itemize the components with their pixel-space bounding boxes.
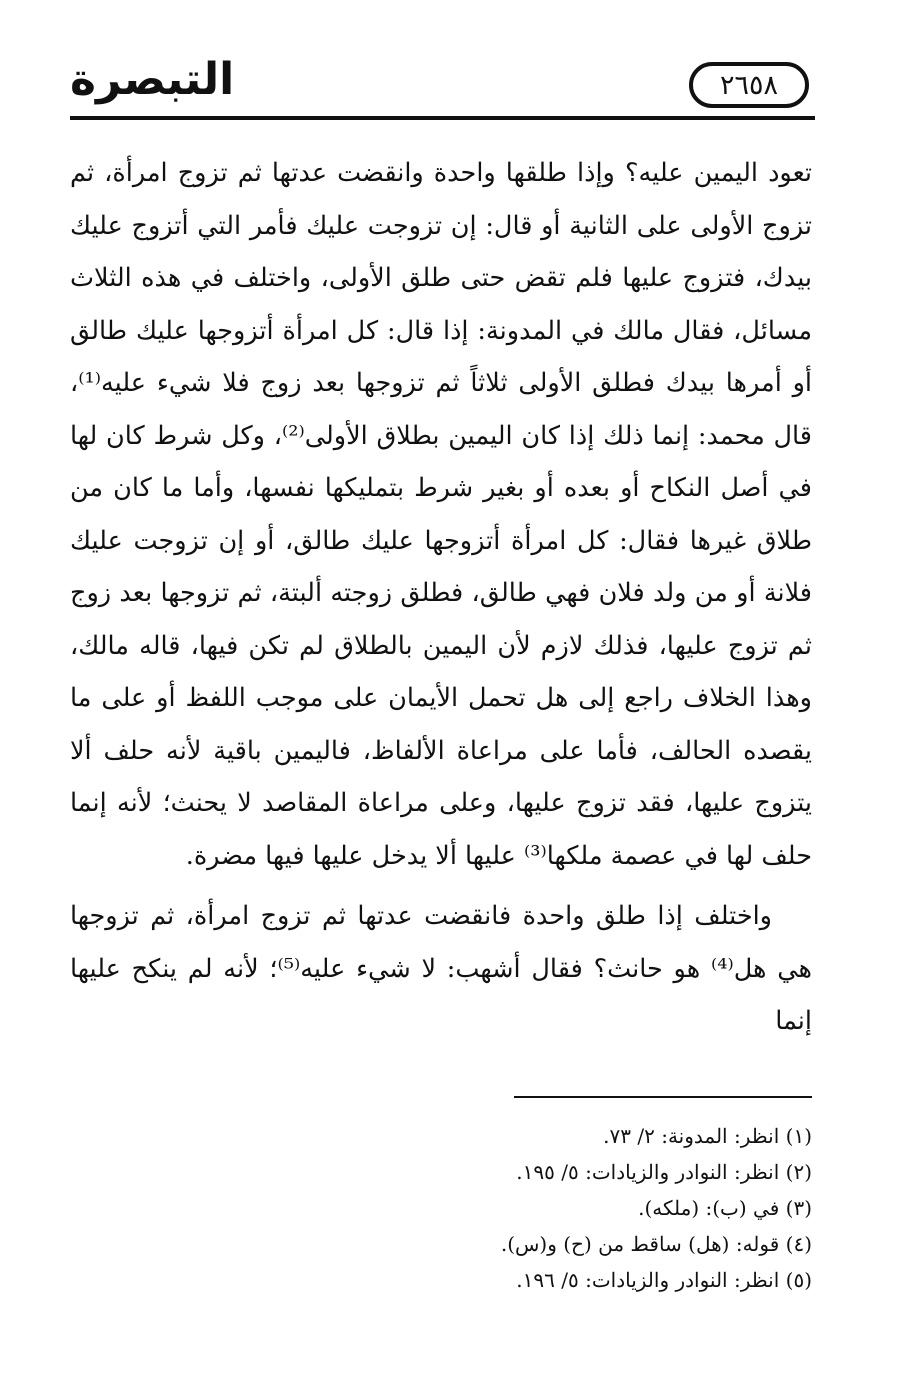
footnote-4: (٤) قوله: (هل) ساقط من (ح) و(س). (500, 1232, 812, 1256)
page-number-frame (689, 62, 809, 108)
footnote-1: (١) انظر: المدونة: ٢/ ٧٣. (603, 1124, 812, 1148)
footnotes (400, 1118, 812, 1298)
main-text (70, 147, 812, 1048)
page-header (70, 48, 815, 120)
header-rule (70, 116, 815, 120)
page-number: ٢٦٥٨ (719, 69, 778, 101)
footnote-2: (٢) انظر: النوادر والزيادات: ٥/ ١٩٥. (516, 1160, 812, 1184)
footnote-separator (514, 1096, 812, 1098)
footnote-3: (٣) في (ب): (ملكه). (638, 1196, 812, 1220)
book-title: التبصرة (70, 54, 235, 105)
footnote-5: (٥) انظر: النوادر والزيادات: ٥/ ١٩٦. (516, 1268, 812, 1292)
paragraph: واختلف إذا طلق واحدة فانقضت عدتها ثم تزوج امرأة، ثم تزوجها هي هل⁽⁴⁾ هو حانث؟ فقال أشهب: لا شيء عليه⁽⁵⁾؛ لأنه لم ينكح عليها إنما (70, 901, 812, 1036)
paragraph: تعود اليمين عليه؟ وإذا طلقها واحدة وانقضت عدتها ثم تزوج امرأة، ثم تزوج الأولى على الثانية أو قال: إن تزوجت عليك فأمر التي أتزوج عليك بيدك، فتزوج عليها فلم تقض حتى طلق الأولى، واختلف في هذه الثلاث مسائل، فقال مالك في المدونة: إذا قال: كل امرأة أتزوجها عليك طالق أو أمرها بيدك فطلق الأولى ثلاثاً ثم تزوجها بعد زوج فلا شيء عليه⁽¹⁾، قال محمد: إنما ذلك إذا كان اليمين بطلاق الأولى⁽²⁾، وكل شرط كان لها في أصل النكاح أو بعده أو بغير شرط بتمليكها نفسها، وأما ما كان من طلاق غيرها فقال: كل امرأة أتزوجها عليك طالق، أو إن تزوجت عليك فلانة أو من ولد فلان فهي طالق، فطلق زوجته ألبتة، ثم تزوجها بعد زوج ثم تزوج عليها، فذلك لازم لأن اليمين بالطلاق لم تكن فيها، قاله مالك، وهذا الخلاف راجع إلى هل تحمل الأيمان على موجب اللفظ أو على ما يقصده الحالف، فأما على مراعاة الألفاظ، فاليمين باقية لأنه حلف ألا يتزوج عليها، فقد تزوج عليها، وعلى مراعاة المقاصد لا يحنث؛ لأنه إنما حلف لها في عصمة ملكها⁽³⁾ عليها ألا يدخل عليها فيها مضرة. (70, 158, 812, 871)
